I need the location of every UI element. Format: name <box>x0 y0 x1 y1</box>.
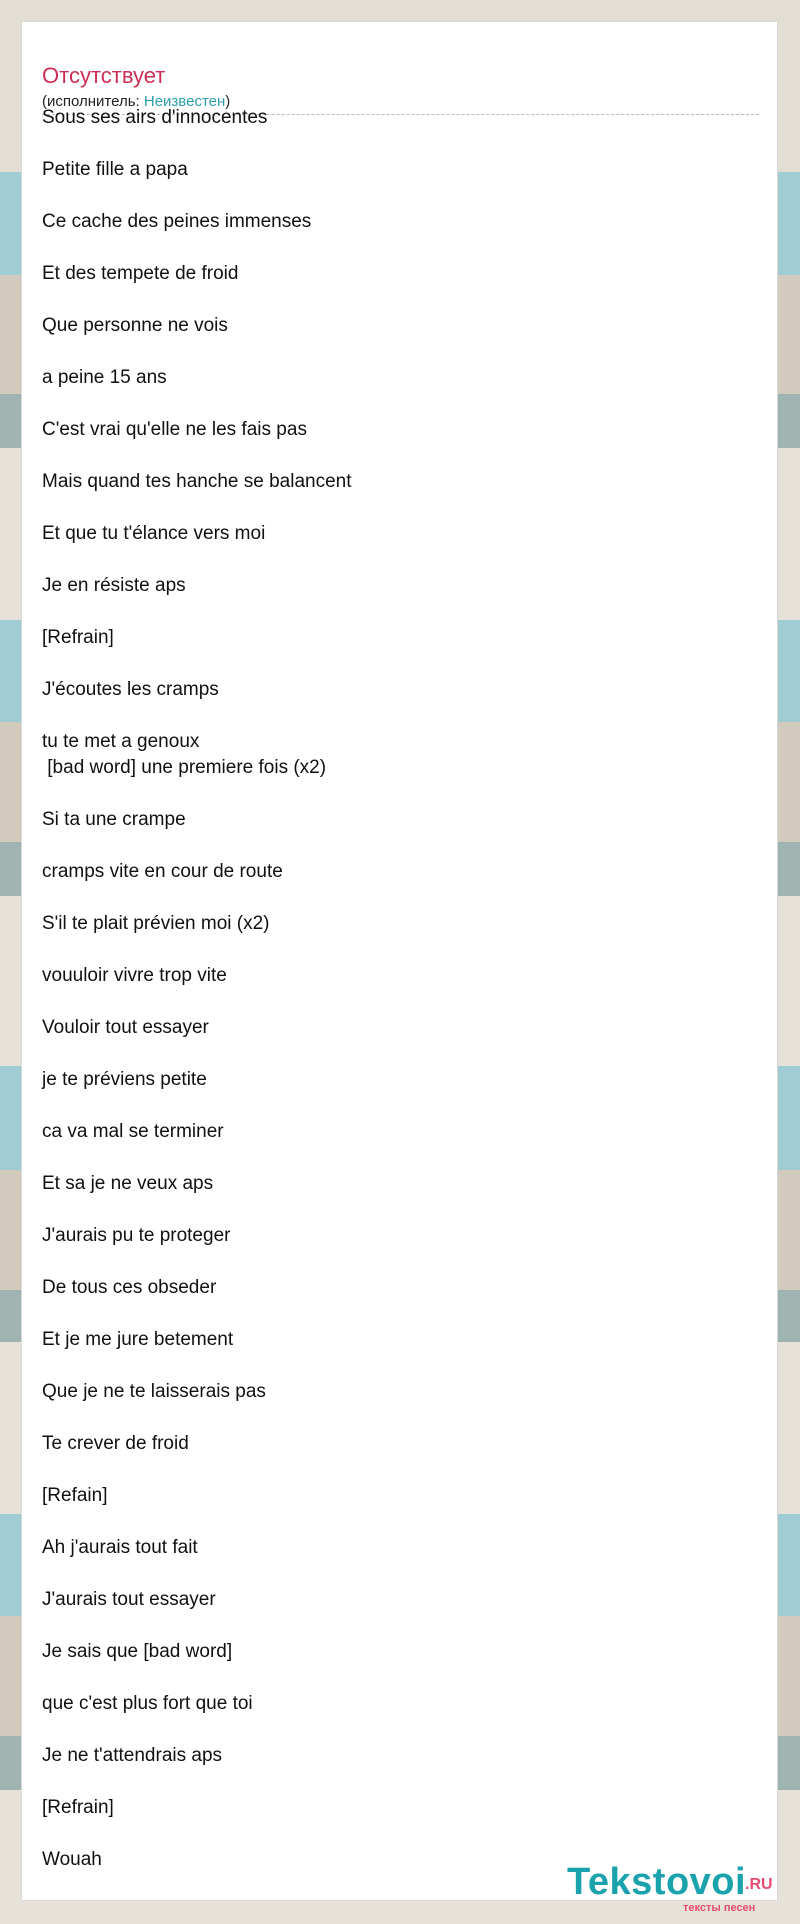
lyric-line: Je sais que [bad word] <box>42 1641 233 1662</box>
lyric-line: Ce cache des peines immenses <box>42 211 312 232</box>
lyric-line: je te préviens petite <box>42 1069 207 1090</box>
lyric-line: que c'est plus fort que toi <box>42 1693 253 1714</box>
lyrics-text <box>42 105 742 1899</box>
artist-suffix: ) <box>225 93 231 110</box>
lyric-line: Mais quand tes hanche se balancent <box>42 471 352 492</box>
logo-tld: .RU <box>745 1876 773 1893</box>
lyric-line: S'il te plait prévien moi (x2) <box>42 913 270 934</box>
artist-link[interactable]: Неизвестен <box>143 93 226 110</box>
lyric-line: tu te met a genoux <box>42 731 200 752</box>
lyric-line: J'aurais tout essayer <box>42 1589 216 1610</box>
lyric-line: [bad word] une premiere fois (x2) <box>42 757 327 778</box>
lyric-line: Wouah <box>42 1849 102 1870</box>
lyrics-card <box>21 21 778 1914</box>
logo-name: Tekstovoi <box>567 1861 747 1903</box>
song-title: Отсутствует <box>42 63 166 88</box>
lyric-line: a peine 15 ans <box>42 367 167 388</box>
lyric-line: C'est vrai qu'elle ne les fais pas <box>42 419 307 440</box>
lyric-line: cramps vite en cour de route <box>42 861 283 882</box>
artist-prefix: (исполнитель: <box>42 93 144 110</box>
site-logo[interactable] <box>567 1860 773 1920</box>
lyric-line: Te crever de froid <box>42 1433 189 1454</box>
lyric-line: ca va mal se terminer <box>42 1121 224 1142</box>
lyric-line: Je en résiste aps <box>42 575 186 596</box>
lyric-line: Ah j'aurais tout fait <box>42 1537 198 1558</box>
lyric-line: De tous ces obseder <box>42 1277 217 1298</box>
lyric-line: Si ta une crampe <box>42 809 186 830</box>
lyric-line: Que personne ne vois <box>42 315 228 336</box>
lyric-line: Et que tu t'élance vers moi <box>42 523 266 544</box>
lyric-line: Vouloir tout essayer <box>42 1017 209 1038</box>
lyric-line: [Refain] <box>42 1485 108 1506</box>
lyric-line: Que je ne te laisserais pas <box>42 1381 266 1402</box>
lyric-line: J'écoutes les cramps <box>42 679 219 700</box>
lyric-line: vouuloir vivre trop vite <box>42 965 227 986</box>
lyric-line: Je ne t'attendrais aps <box>42 1745 223 1766</box>
lyric-line: Et sa je ne veux aps <box>42 1173 214 1194</box>
lyric-line: Et des tempete de froid <box>42 263 239 284</box>
logo-tagline: тексты песен <box>683 1902 756 1914</box>
lyric-line: Sous ses airs d'innocentes <box>42 107 268 128</box>
lyric-line: [Refrain] <box>42 627 114 648</box>
lyric-line: Et je me jure betement <box>42 1329 234 1350</box>
lyric-line: J'aurais pu te proteger <box>42 1225 231 1246</box>
lyric-line: Petite fille a papa <box>42 159 188 180</box>
lyric-line: [Refrain] <box>42 1797 114 1818</box>
